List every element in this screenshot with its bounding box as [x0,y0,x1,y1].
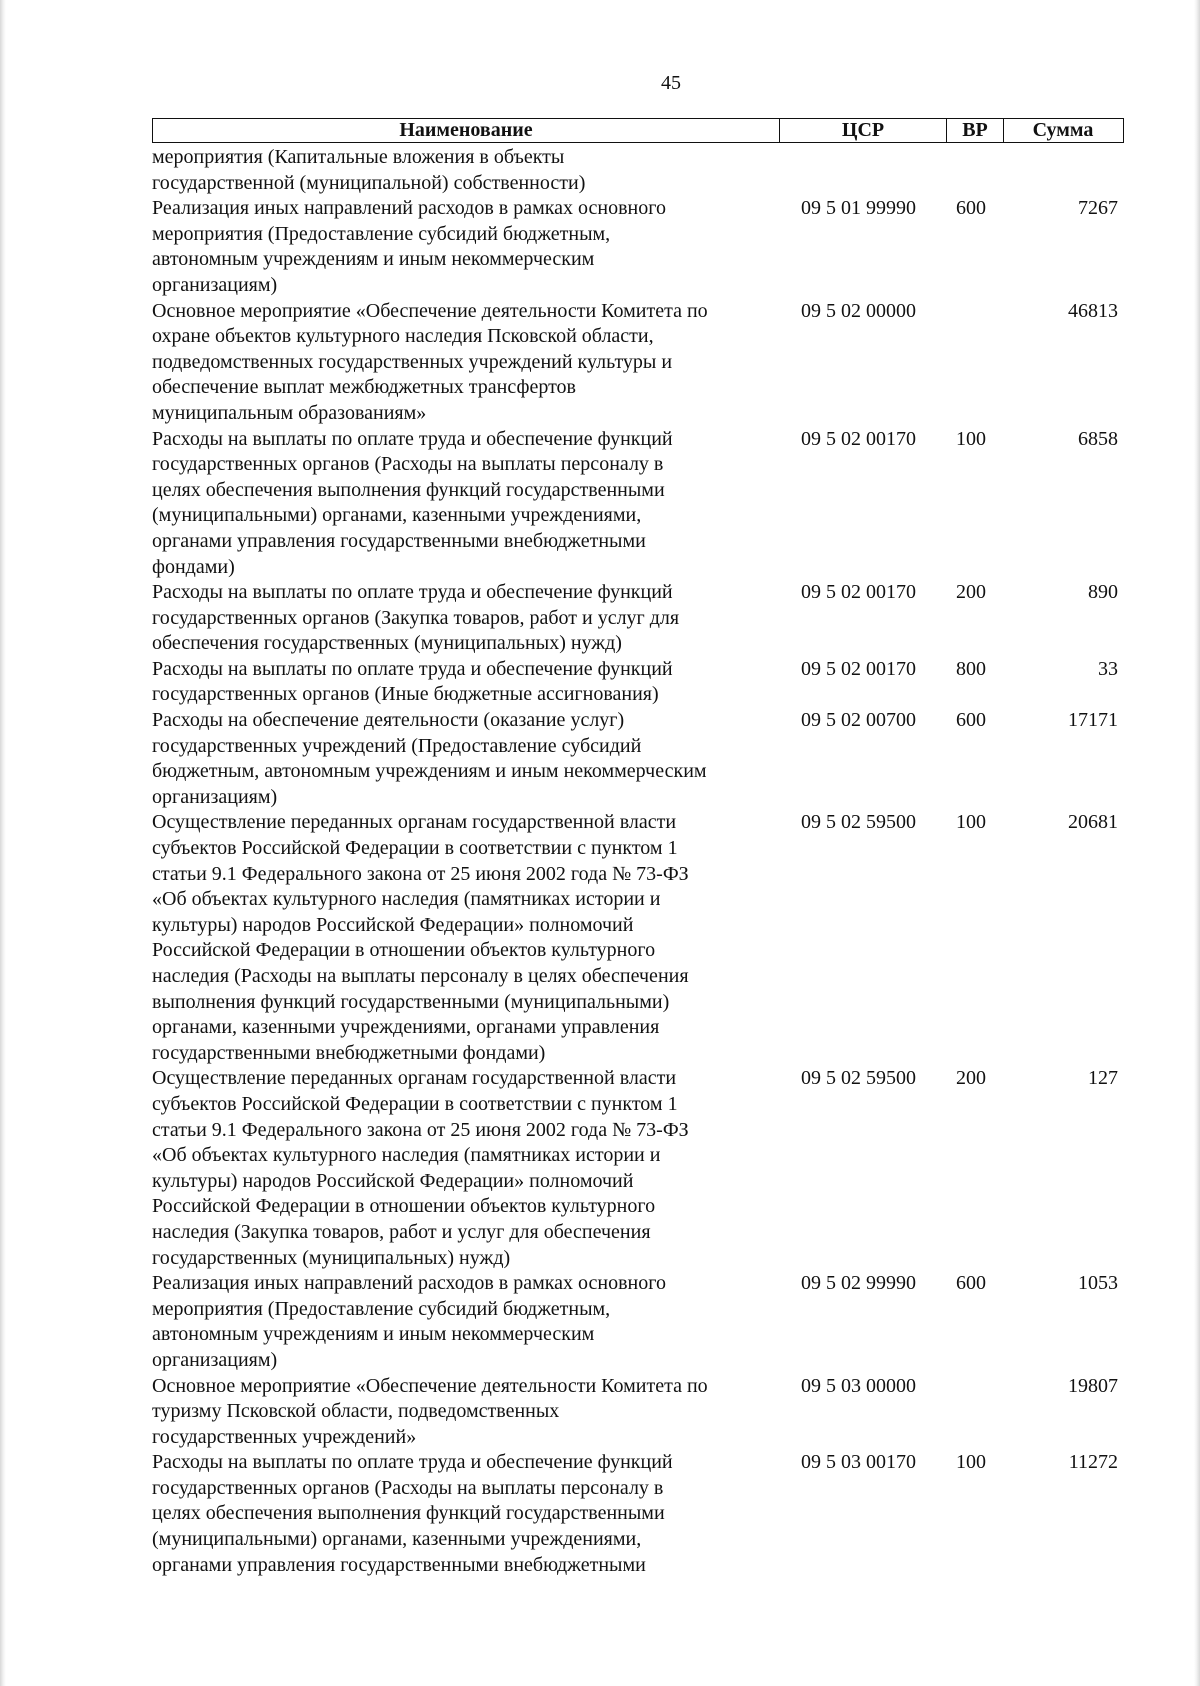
row-name: Расходы на выплаты по оплате труда и обеспечение функций государственных органов (Расходы на выплаты персоналу в целях обеспечения выполнения функций государственными (муниципальными) органами, казенными учреждениями, органами управления государственными внебюджетными фондами) [152,427,673,578]
row-vr: 600 [956,709,986,732]
scan-edge-right [1194,0,1200,1686]
table-row [152,708,1124,810]
header-sum: Сумма [1032,119,1094,141]
row-name: мероприятия (Капитальные вложения в объекты государственной (муниципальной) собственности) [152,146,586,194]
row-vr: 600 [956,1272,986,1295]
row-vr [951,145,1008,196]
row-csr: 09 5 02 99990 [801,1272,916,1295]
row-csr: 09 5 02 00700 [801,709,916,732]
header-vr: ВР [947,119,1004,142]
row-name: Осуществление переданных органам государственной власти субъектов Российской Федерации в соответствии с пунктом 1 статьи 9.1 Федерального закона от 25 июня 2002 года № 73-ФЗ «Об объектах культурного наследия (памятниках истории и культуры) народов Российской Федерации» полномочий Российской Федерации в отношении объектов культурного наследия (Расходы на выплаты персоналу в целях обеспечения выполнения функций государственными (муниципальными) органами, казенными учреждениями, органами управления государственными внебюджетными фондами) [152,811,689,1064]
row-name: Осуществление переданных органам государственной власти субъектов Российской Федерации в соответствии с пунктом 1 статьи 9.1 Федерального закона от 25 июня 2002 года № 73-ФЗ «Об объектах культурного наследия (памятниках истории и культуры) народов Российской Федерации» полномочий Российской Федерации в отношении объектов культурного наследия (Закупка товаров, работ и услуг для обеспечения государственных (муниципальных) нужд) [152,1067,689,1269]
row-name: Реализация иных направлений расходов в рамках основного мероприятия (Предоставление субсидий бюджетным, автономным учреждениям и иным некоммерческим организациям) [152,1272,666,1371]
row-name: Расходы на выплаты по оплате труда и обеспечение функций государственных органов (Закупка товаров, работ и услуг для обеспечения государственных (муниципальных) нужд) [152,581,680,655]
row-vr [951,1374,1008,1451]
row-sum: 1053 [1078,1272,1118,1295]
row-csr: 09 5 02 00170 [801,657,916,680]
row-vr: 800 [956,657,986,680]
row-sum: 20681 [1068,811,1118,834]
row-sum: 33 [1098,657,1118,680]
table-row [152,1271,1124,1373]
row-csr: 09 5 03 00170 [801,1451,916,1474]
table-row [152,196,1124,298]
row-csr: 09 5 03 00000 [801,1374,916,1397]
row-sum: 6858 [1078,427,1118,450]
row-name: Основное мероприятие «Обеспечение деятельности Комитета по туризму Псковской области, подведомственных государственных учреждений» [152,1374,708,1448]
row-name: Расходы на обеспечение деятельности (оказание услуг) государственных учреждений (Предоставление субсидий бюджетным, автономным учреждениям и иным некоммерческим организациям) [152,709,707,808]
table-row [152,657,1124,708]
table-row [152,1450,1124,1578]
row-sum: 19807 [1068,1374,1118,1397]
row-sum: 11272 [1068,1451,1118,1474]
row-vr [951,299,1008,427]
row-csr: 09 5 02 00170 [801,581,916,604]
row-vr: 200 [956,581,986,604]
row-sum: 7267 [1078,197,1118,220]
row-csr: 09 5 02 00170 [801,427,916,450]
row-vr: 100 [956,427,986,450]
table-body [152,145,1124,1578]
table-row [152,810,1124,1066]
row-csr: 09 5 02 00000 [801,299,916,322]
row-sum [1008,145,1118,196]
row-name: Основное мероприятие «Обеспечение деятельности Комитета по охране объектов культурного наследия Псковской области, подведомственных государственных учреждений культуры и обеспечение выплат межбюджетных трансфертов муниципальным образованиям» [152,299,708,424]
row-sum: 127 [1088,1067,1118,1090]
row-csr: 09 5 02 59500 [801,1067,916,1090]
row-sum: 890 [1088,581,1118,604]
table-row [152,580,1124,657]
row-name: Расходы на выплаты по оплате труда и обеспечение функций государственных органов (Расходы на выплаты персоналу в целях обеспечения выполнения функций государственными (муниципальными) органами, казенными учреждениями, органами управления государственными внебюджетными [152,1451,673,1576]
row-csr: 09 5 01 99990 [801,197,916,220]
row-sum: 46813 [1068,299,1118,322]
table-row [152,1374,1124,1451]
row-vr: 200 [956,1067,986,1090]
table-header [152,118,1124,143]
row-sum: 17171 [1068,709,1118,732]
scan-edge-left [0,0,6,1686]
row-name: Реализация иных направлений расходов в рамках основного мероприятия (Предоставление субсидий бюджетным, автономным учреждениям и иным некоммерческим организациям) [152,197,666,296]
row-vr: 100 [956,1451,986,1474]
row-vr: 600 [956,197,986,220]
table-row [152,299,1124,427]
table-row [152,145,1124,196]
table-row [152,427,1124,581]
row-name: Расходы на выплаты по оплате труда и обеспечение функций государственных органов (Иные бюджетные ассигнования) [152,657,673,706]
page-number: 45 [661,72,681,94]
row-vr: 100 [956,811,986,834]
table-row [152,1066,1124,1271]
row-csr [779,145,951,196]
row-csr: 09 5 02 59500 [801,811,916,834]
header-csr: ЦСР [780,119,947,142]
header-name: Наименование [153,119,780,142]
